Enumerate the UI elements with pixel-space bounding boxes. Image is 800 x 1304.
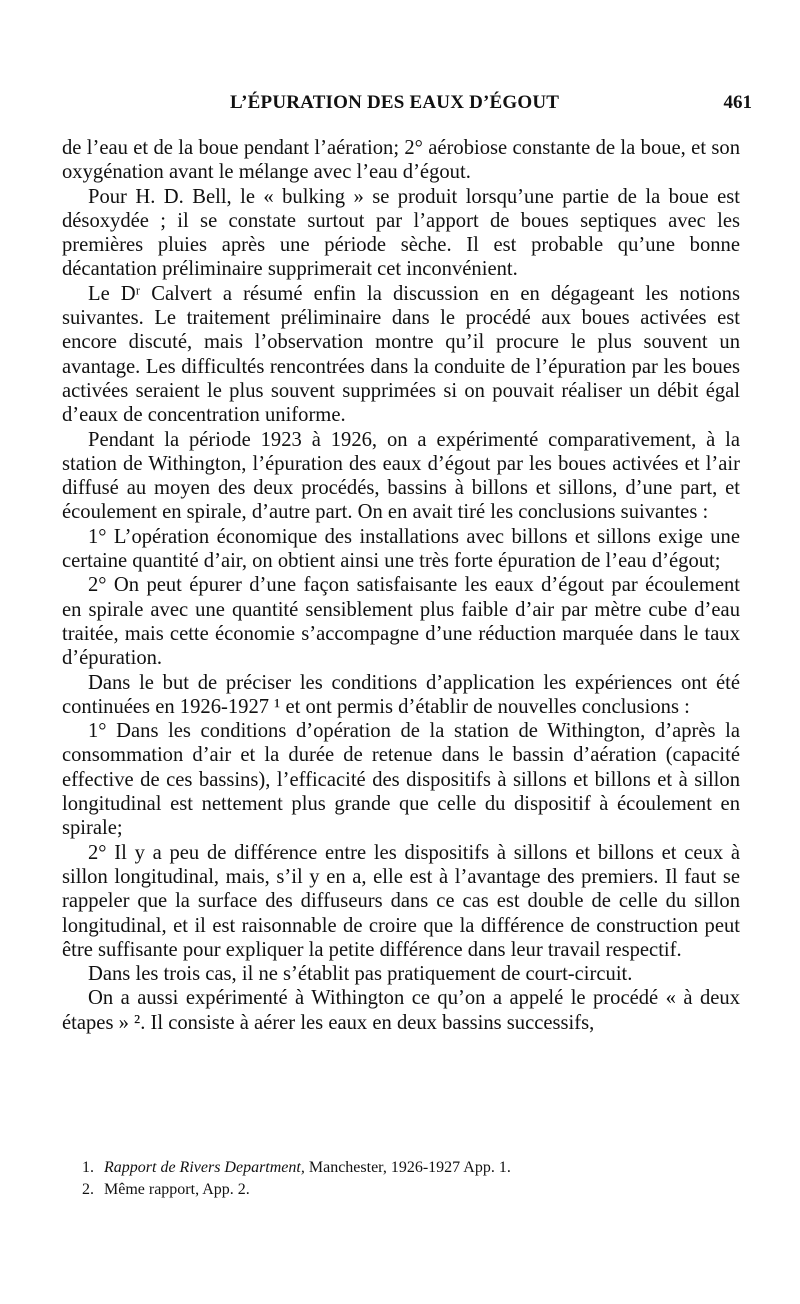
paragraph: 1° Dans les conditions d’opération de la station de Withington, d’après la consommation d’air et la durée de retenue dans le bassin d’aération (capacité effective de ces bassins), l’efficacité des dispositifs à sillons et billons et à sillon longitudinal est nettement plus grande que celle du dispositif à écoulement en spirale;	[62, 720, 740, 840]
page-number: 461	[723, 92, 752, 113]
running-title: L’ÉPURATION DES EAUX D’ÉGOUT	[230, 92, 560, 113]
paragraph: Pendant la période 1923 à 1926, on a expérimenté comparativement, à la station de Withington, l’épuration des eaux d’égout par les boues activées et l’air diffusé au moyen des deux procédés, bassins à billons et sillons, d’une part, et écoulement en spirale, d’autre part. On en avait tiré les conclusions suivantes :	[62, 428, 740, 524]
paragraph: 1° L’opération économique des installations avec billons et sillons exige une certaine quantité d’air, on obtient ainsi une très forte épuration de l’eau d’égout;	[62, 525, 740, 573]
body-text	[62, 136, 740, 1035]
footnote-number: 1.	[82, 1159, 94, 1176]
footnotes	[62, 1157, 740, 1201]
running-header	[62, 92, 752, 118]
paragraph: On a aussi expérimenté à Withington ce qu’on a appelé le procédé « à deux étapes » ². Il consiste à aérer les eaux en deux bassins successifs,	[62, 987, 740, 1034]
paragraph: Dans le but de préciser les conditions d’application les expériences ont été continuées en 1926-1927 ¹ et ont permis d’établir de nouvelles conclusions :	[62, 671, 740, 718]
paragraph: Le Dʳ Calvert a résumé enfin la discussion en en dégageant les notions suivantes. Le traitement préliminaire dans le procédé aux boues activées est encore discuté, mais l’observation montre qu’il procure le plus souvent un avantage. Les difficultés rencontrées dans la conduite de l’épuration par les boues activées seraient le plus souvent supprimées si on pouvait réaliser un débit égal d’eaux de concentration uniforme.	[62, 282, 740, 427]
paragraph: Pour H. D. Bell, le « bulking » se produit lorsqu’une partie de la boue est désoxydée ; il se constate surtout par l’apport de boues septiques avec les premières pluies après une période sèche. Il est probable qu’une bonne décantation préliminaire supprimerait cet inconvénient.	[62, 185, 740, 281]
footnote-text: Même rapport, App. 2.	[104, 1181, 250, 1198]
paragraph: Dans les trois cas, il ne s’établit pas pratiquement de court-circuit.	[88, 963, 633, 986]
footnote-source-title: Rapport de Rivers Department,	[104, 1159, 305, 1176]
footnote-number: 2.	[82, 1181, 94, 1198]
paragraph: 2° Il y a peu de différence entre les dispositifs à sillons et billons et ceux à sillon longitudinal, mais, s’il y en a, elle est à l’avantage des premiers. Il faut se rappeler que la surface des diffuseurs dans ce cas est double de celle du sillon longitudinal, et il est raisonnable de croire que la différence de construction peut être suffisante pour expliquer la petite différence dans leur travail respectif.	[62, 841, 740, 961]
paragraph: de l’eau et de la boue pendant l’aération; 2° aérobiose constante de la boue, et son oxygénation avant le mélange avec l’eau d’égout.	[62, 137, 740, 184]
footnote-text: Manchester, 1926-1927 App. 1.	[304, 1159, 511, 1176]
paragraph: 2° On peut épurer d’une façon satisfaisante les eaux d’égout par écoulement en spirale avec une quantité sensiblement plus faible d’air par mètre cube d’eau traitée, mais cette économie s’accompagne d’une réduction marquée dans le taux d’épuration.	[62, 574, 740, 670]
footnote-1	[62, 1157, 740, 1179]
footnote-2	[62, 1179, 740, 1201]
